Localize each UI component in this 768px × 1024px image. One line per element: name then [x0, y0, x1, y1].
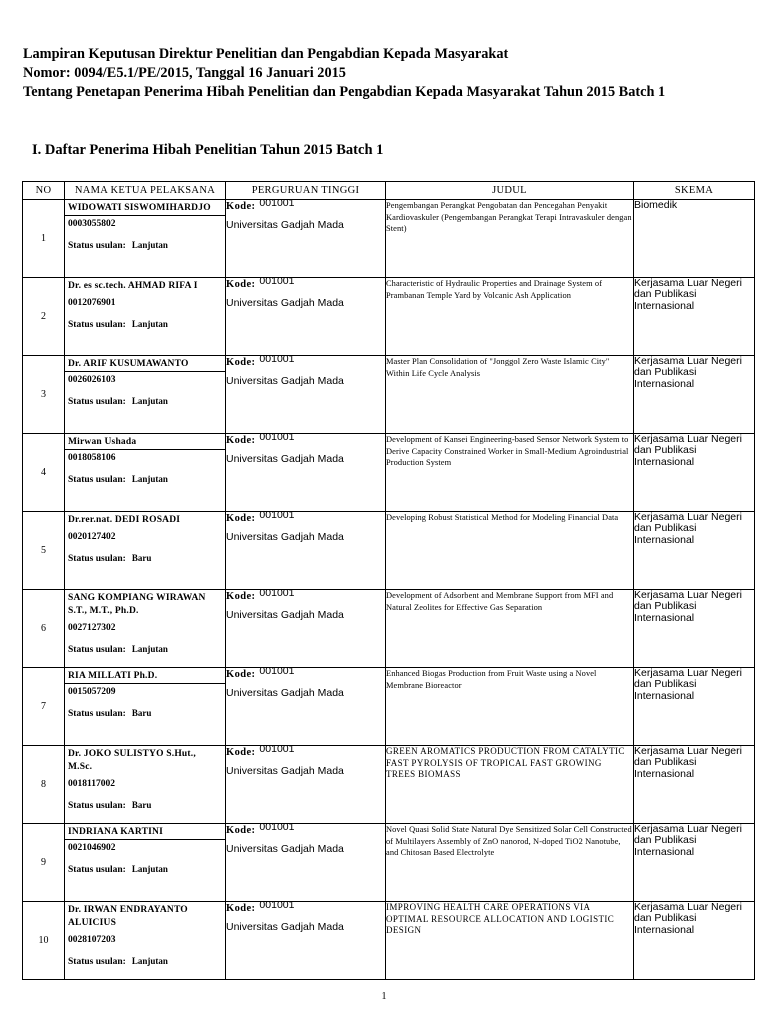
- nidn: 0018058106: [68, 453, 116, 463]
- university-name: Universitas Gadjah Mada: [226, 219, 344, 231]
- nidn: 0012076901: [68, 298, 116, 308]
- ketua-name: Dr. IRWAN ENDRAYANTO ALUICIUS: [68, 905, 188, 928]
- ketua-name: SANG KOMPIANG WIRAWAN S.T., M.T., Ph.D.: [68, 593, 206, 616]
- status-value: Lanjutan: [131, 319, 168, 329]
- row-number: 10: [23, 902, 65, 980]
- status-label: Status usulan:: [68, 397, 126, 407]
- header-line-2: Nomor: 0094/E5.1/PE/2015, Tanggal 16 Januari 2015: [23, 65, 346, 81]
- nidn: 0018117002: [68, 779, 115, 789]
- status-usulan: [68, 241, 168, 251]
- nidn: 0026026103: [68, 375, 116, 385]
- row-number: 3: [23, 356, 65, 434]
- kode-label: Kode:: [226, 435, 256, 446]
- nidn: 0027127302: [68, 623, 116, 633]
- judul-cell: Development of Adsorbent and Membrane Support from MFI and Natural Zeolites for Effective Gas Separation: [386, 590, 634, 668]
- row-number: 8: [23, 746, 65, 824]
- pt-cell: [226, 275, 386, 356]
- kode-label: Kode:: [226, 825, 256, 836]
- kode-label: Kode:: [226, 513, 256, 524]
- ketua-name: INDRIANA KARTINI: [65, 824, 225, 840]
- skema-cell: Kerjasama Luar Negeri dan Publikasi Internasional: [634, 668, 755, 746]
- kode-label: Kode:: [226, 747, 256, 758]
- status-usulan: [68, 397, 168, 407]
- judul-cell: Master Plan Consolidation of "Jonggol Zero Waste Islamic City" Within Life Cycle Analysis: [386, 356, 634, 434]
- header-line-1: Lampiran Keputusan Direktur Penelitian dan Pengabdian Kepada Masyarakat: [23, 46, 509, 62]
- nama-cell: [65, 668, 226, 746]
- judul-cell: Novel Quasi Solid State Natural Dye Sensitized Solar Cell Constructed of Multilayers Assembly of ZnO nanorod, N-doped TiO2 Nanotube, and Chitosan Based Electrolyte: [386, 824, 634, 902]
- table-row: [23, 200, 755, 278]
- kode-label: Kode:: [226, 357, 256, 368]
- ketua-name: RIA MILLATI Ph.D.: [65, 668, 225, 684]
- status-value: Lanjutan: [131, 956, 168, 966]
- pt-cell: [226, 431, 386, 512]
- status-usulan: [68, 320, 168, 330]
- ketua-name: Dr. es sc.tech. AHMAD RIFA I: [68, 281, 198, 291]
- skema-cell: Kerjasama Luar Negeri dan Publikasi Internasional: [634, 902, 755, 980]
- university-name: Universitas Gadjah Mada: [226, 297, 344, 309]
- status-usulan: [68, 709, 151, 719]
- nama-cell: [65, 200, 226, 278]
- status-label: Status usulan:: [68, 801, 126, 811]
- status-value: Baru: [131, 708, 152, 718]
- judul-cell: Enhanced Biogas Production from Fruit Waste using a Novel Membrane Bioreactor: [386, 668, 634, 746]
- nama-cell: [65, 902, 226, 980]
- status-usulan: [68, 475, 168, 485]
- document-header: [23, 45, 753, 102]
- judul-cell: Developing Robust Statistical Method for Modeling Financial Data: [386, 512, 634, 590]
- skema-cell: Kerjasama Luar Negeri dan Publikasi Internasional: [634, 590, 755, 668]
- nama-cell: [65, 512, 226, 590]
- kode-value: 001001: [259, 665, 295, 677]
- column-header-nama: NAMA KETUA PELAKSANA: [65, 182, 226, 200]
- skema-cell: Kerjasama Luar Negeri dan Publikasi Internasional: [634, 746, 755, 824]
- row-number: 5: [23, 512, 65, 590]
- table-header-row: [23, 182, 755, 200]
- ketua-name: Mirwan Ushada: [65, 434, 225, 450]
- column-header-judul: JUDUL: [386, 182, 634, 200]
- nidn: 0003055802: [68, 219, 116, 229]
- university-name: Universitas Gadjah Mada: [226, 843, 344, 855]
- university-name: Universitas Gadjah Mada: [226, 921, 344, 933]
- kode-label: Kode:: [226, 903, 256, 914]
- skema-cell: Biomedik: [634, 200, 755, 278]
- judul-cell: Characteristic of Hydraulic Properties and Drainage System of Prambanan Temple Yard by Volcanic Ash Application: [386, 278, 634, 356]
- status-value: Lanjutan: [131, 396, 168, 406]
- status-value: Baru: [131, 800, 152, 810]
- judul-cell: Pengembangan Perangkat Pengobatan dan Pencegahan Penyakit Kardiovaskuler (Pengembangan Perangkat Terapi Intravaskuler dengan Stent): [386, 200, 634, 278]
- recipients-table: [22, 181, 755, 980]
- kode-value: 001001: [259, 743, 295, 755]
- kode-value: 001001: [259, 275, 295, 287]
- table-row: [23, 902, 755, 980]
- judul-cell: Development of Kansei Engineering-based Sensor Network System to Derive Capacity Constrained Worker in Small-Medium Agroindustrial Production System: [386, 434, 634, 512]
- nidn: 0028107203: [68, 935, 116, 945]
- ketua-name: Dr. ARIF KUSUMAWANTO: [65, 356, 225, 372]
- section-title: I. Daftar Penerima Hibah Penelitian Tahun 2015 Batch 1: [32, 142, 384, 158]
- university-name: Universitas Gadjah Mada: [226, 531, 344, 543]
- column-header-no: NO: [23, 182, 65, 200]
- pt-cell: [226, 353, 386, 434]
- status-label: Status usulan:: [68, 865, 126, 875]
- kode-value: 001001: [259, 431, 295, 443]
- nama-cell: [65, 278, 226, 356]
- kode-label: Kode:: [226, 669, 256, 680]
- university-name: Universitas Gadjah Mada: [226, 375, 344, 387]
- judul-cell: IMPROVING HEALTH CARE OPERATIONS VIA OPTIMAL RESOURCE ALLOCATION AND LOGISTIC DESIGN: [386, 902, 634, 980]
- status-value: Lanjutan: [131, 240, 168, 250]
- table-row: [23, 590, 755, 668]
- kode-value: 001001: [259, 509, 295, 521]
- table-row: [23, 512, 755, 590]
- pt-cell: [226, 899, 386, 980]
- header-line-3: Tentang Penetapan Penerima Hibah Penelitian dan Pengabdian Kepada Masyarakat Tahun 2015 Batch 1: [23, 84, 666, 100]
- kode-label: Kode:: [226, 279, 256, 290]
- table-row: [23, 746, 755, 824]
- row-number: 7: [23, 668, 65, 746]
- skema-cell: Kerjasama Luar Negeri dan Publikasi Internasional: [634, 512, 755, 590]
- status-label: Status usulan:: [68, 241, 126, 251]
- column-header-pt: PERGURUAN TINGGI: [226, 182, 386, 200]
- skema-cell: Kerjasama Luar Negeri dan Publikasi Internasional: [634, 356, 755, 434]
- table-row: [23, 434, 755, 512]
- nidn: 0020127402: [68, 532, 116, 542]
- nama-cell: [65, 356, 226, 434]
- page-number: 1: [381, 991, 387, 1002]
- table-row: [23, 356, 755, 434]
- nama-cell: [65, 590, 226, 668]
- kode-label: Kode:: [226, 201, 256, 212]
- nidn: 0015057209: [68, 687, 116, 697]
- status-label: Status usulan:: [68, 320, 126, 330]
- status-label: Status usulan:: [68, 554, 126, 564]
- kode-value: 001001: [259, 353, 295, 365]
- nama-cell: [65, 434, 226, 512]
- ketua-name: Dr. JOKO SULISTYO S.Hut., M.Sc.: [68, 749, 196, 772]
- status-value: Lanjutan: [131, 864, 168, 874]
- kode-label: Kode:: [226, 591, 256, 602]
- status-usulan: [68, 554, 151, 564]
- table-row: [23, 278, 755, 356]
- status-label: Status usulan:: [68, 957, 126, 967]
- table-row: [23, 824, 755, 902]
- university-name: Universitas Gadjah Mada: [226, 687, 344, 699]
- pt-cell: [226, 587, 386, 668]
- status-usulan: [68, 801, 151, 811]
- row-number: 6: [23, 590, 65, 668]
- pt-cell: [226, 821, 386, 902]
- university-name: Universitas Gadjah Mada: [226, 453, 344, 465]
- university-name: Universitas Gadjah Mada: [226, 765, 344, 777]
- row-number: 4: [23, 434, 65, 512]
- row-number: 2: [23, 278, 65, 356]
- row-number: 9: [23, 824, 65, 902]
- status-usulan: [68, 865, 168, 875]
- row-number: 1: [23, 200, 65, 278]
- university-name: Universitas Gadjah Mada: [226, 609, 344, 621]
- judul-cell: GREEN AROMATICS PRODUCTION FROM CATALYTIC FAST PYROLYSIS OF TROPICAL FAST GROWING TREES BIOMASS: [386, 746, 634, 824]
- pt-cell: [226, 509, 386, 590]
- status-value: Baru: [131, 553, 152, 563]
- nama-cell: [65, 746, 226, 824]
- status-usulan: [68, 645, 168, 655]
- skema-cell: Kerjasama Luar Negeri dan Publikasi Internasional: [634, 278, 755, 356]
- skema-cell: Kerjasama Luar Negeri dan Publikasi Internasional: [634, 824, 755, 902]
- kode-value: 001001: [259, 821, 295, 833]
- skema-cell: Kerjasama Luar Negeri dan Publikasi Internasional: [634, 434, 755, 512]
- status-label: Status usulan:: [68, 709, 126, 719]
- status-value: Lanjutan: [131, 474, 168, 484]
- column-header-skema: SKEMA: [634, 182, 755, 200]
- status-value: Lanjutan: [131, 644, 168, 654]
- status-label: Status usulan:: [68, 475, 126, 485]
- kode-value: 001001: [259, 899, 295, 911]
- ketua-name: Dr.rer.nat. DEDI ROSADI: [68, 515, 181, 525]
- table-row: [23, 668, 755, 746]
- pt-cell: [226, 665, 386, 746]
- pt-cell: [226, 197, 386, 278]
- kode-value: 001001: [259, 197, 295, 209]
- nidn: 0021046902: [68, 843, 116, 853]
- kode-value: 001001: [259, 587, 295, 599]
- ketua-name: WIDOWATI SISWOMIHARDJO: [65, 200, 225, 216]
- pt-cell: [226, 743, 386, 824]
- status-label: Status usulan:: [68, 645, 126, 655]
- nama-cell: [65, 824, 226, 902]
- status-usulan: [68, 957, 168, 967]
